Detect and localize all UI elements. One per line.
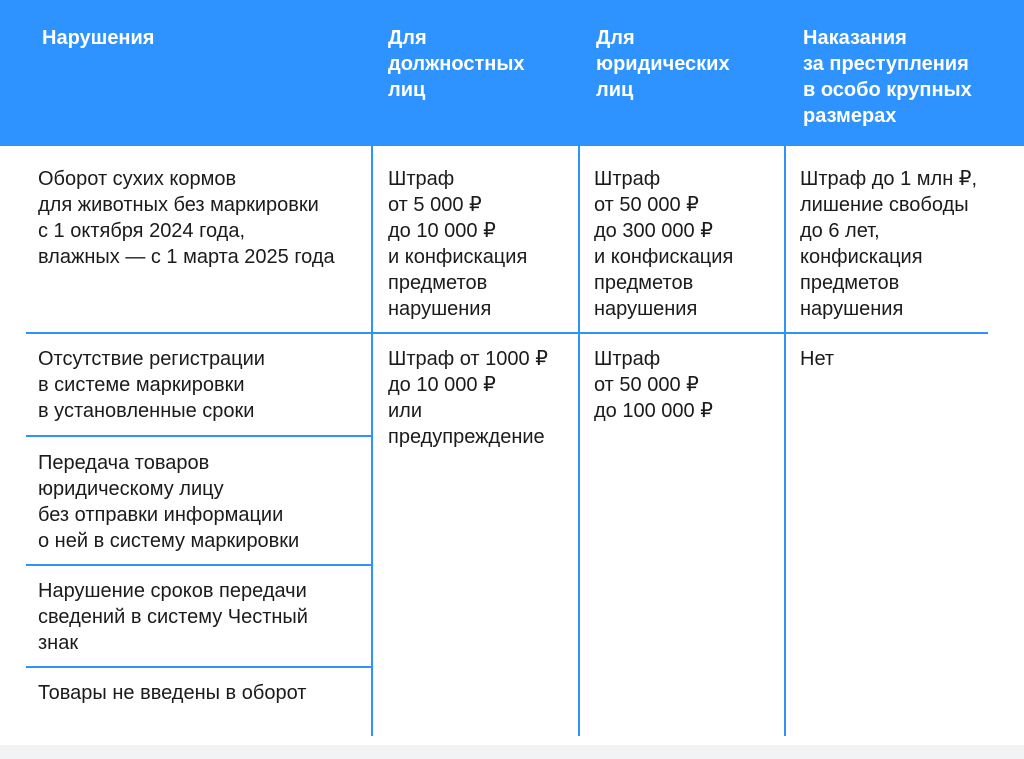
row-divider bbox=[26, 332, 988, 334]
criminal-penalty-merged-cell: Нет bbox=[800, 348, 835, 370]
violation-cell: Нарушение сроков передачи сведений в систему Честный знак bbox=[38, 580, 308, 654]
header-officials: Для должностных лиц bbox=[388, 27, 525, 101]
header-violations: Нарушения bbox=[42, 27, 155, 49]
officials-penalty-merged-cell: Штраф от 1000 ₽ до 10 000 ₽ или предупреждение bbox=[388, 348, 548, 448]
table-header bbox=[0, 0, 1024, 146]
column-divider bbox=[784, 146, 786, 736]
violation-cell: Оборот сухих кормов для животных без маркировки с 1 октября 2024 года, влажных — с 1 марта 2025 года bbox=[38, 168, 335, 268]
violation-cell: Товары не введены в оборот bbox=[38, 682, 307, 704]
column-divider bbox=[371, 146, 373, 736]
page-bottom-band bbox=[0, 745, 1024, 759]
column-divider bbox=[578, 146, 580, 736]
violation-cell: Отсутствие регистрации в системе маркировки в установленные сроки bbox=[38, 348, 265, 422]
row-divider bbox=[26, 666, 371, 668]
legal-penalty-merged-cell: Штраф от 50 000 ₽ до 100 000 ₽ bbox=[594, 348, 713, 422]
criminal-penalty-cell: Штраф до 1 млн ₽, лишение свободы до 6 лет, конфискация предметов нарушения bbox=[800, 168, 978, 320]
header-criminal: Наказания за преступления в особо крупных размерах bbox=[803, 27, 972, 127]
row-divider bbox=[26, 435, 371, 437]
violation-cell: Передача товаров юридическому лицу без отправки информации о ней в систему маркировки bbox=[38, 452, 300, 552]
row-divider bbox=[26, 564, 371, 566]
header-legal-entities: Для юридических лиц bbox=[596, 27, 730, 101]
officials-penalty-cell: Штраф от 5 000 ₽ до 10 000 ₽ и конфискация предметов нарушения bbox=[388, 168, 528, 320]
legal-penalty-cell: Штраф от 50 000 ₽ до 300 000 ₽ и конфискация предметов нарушения bbox=[594, 168, 734, 320]
